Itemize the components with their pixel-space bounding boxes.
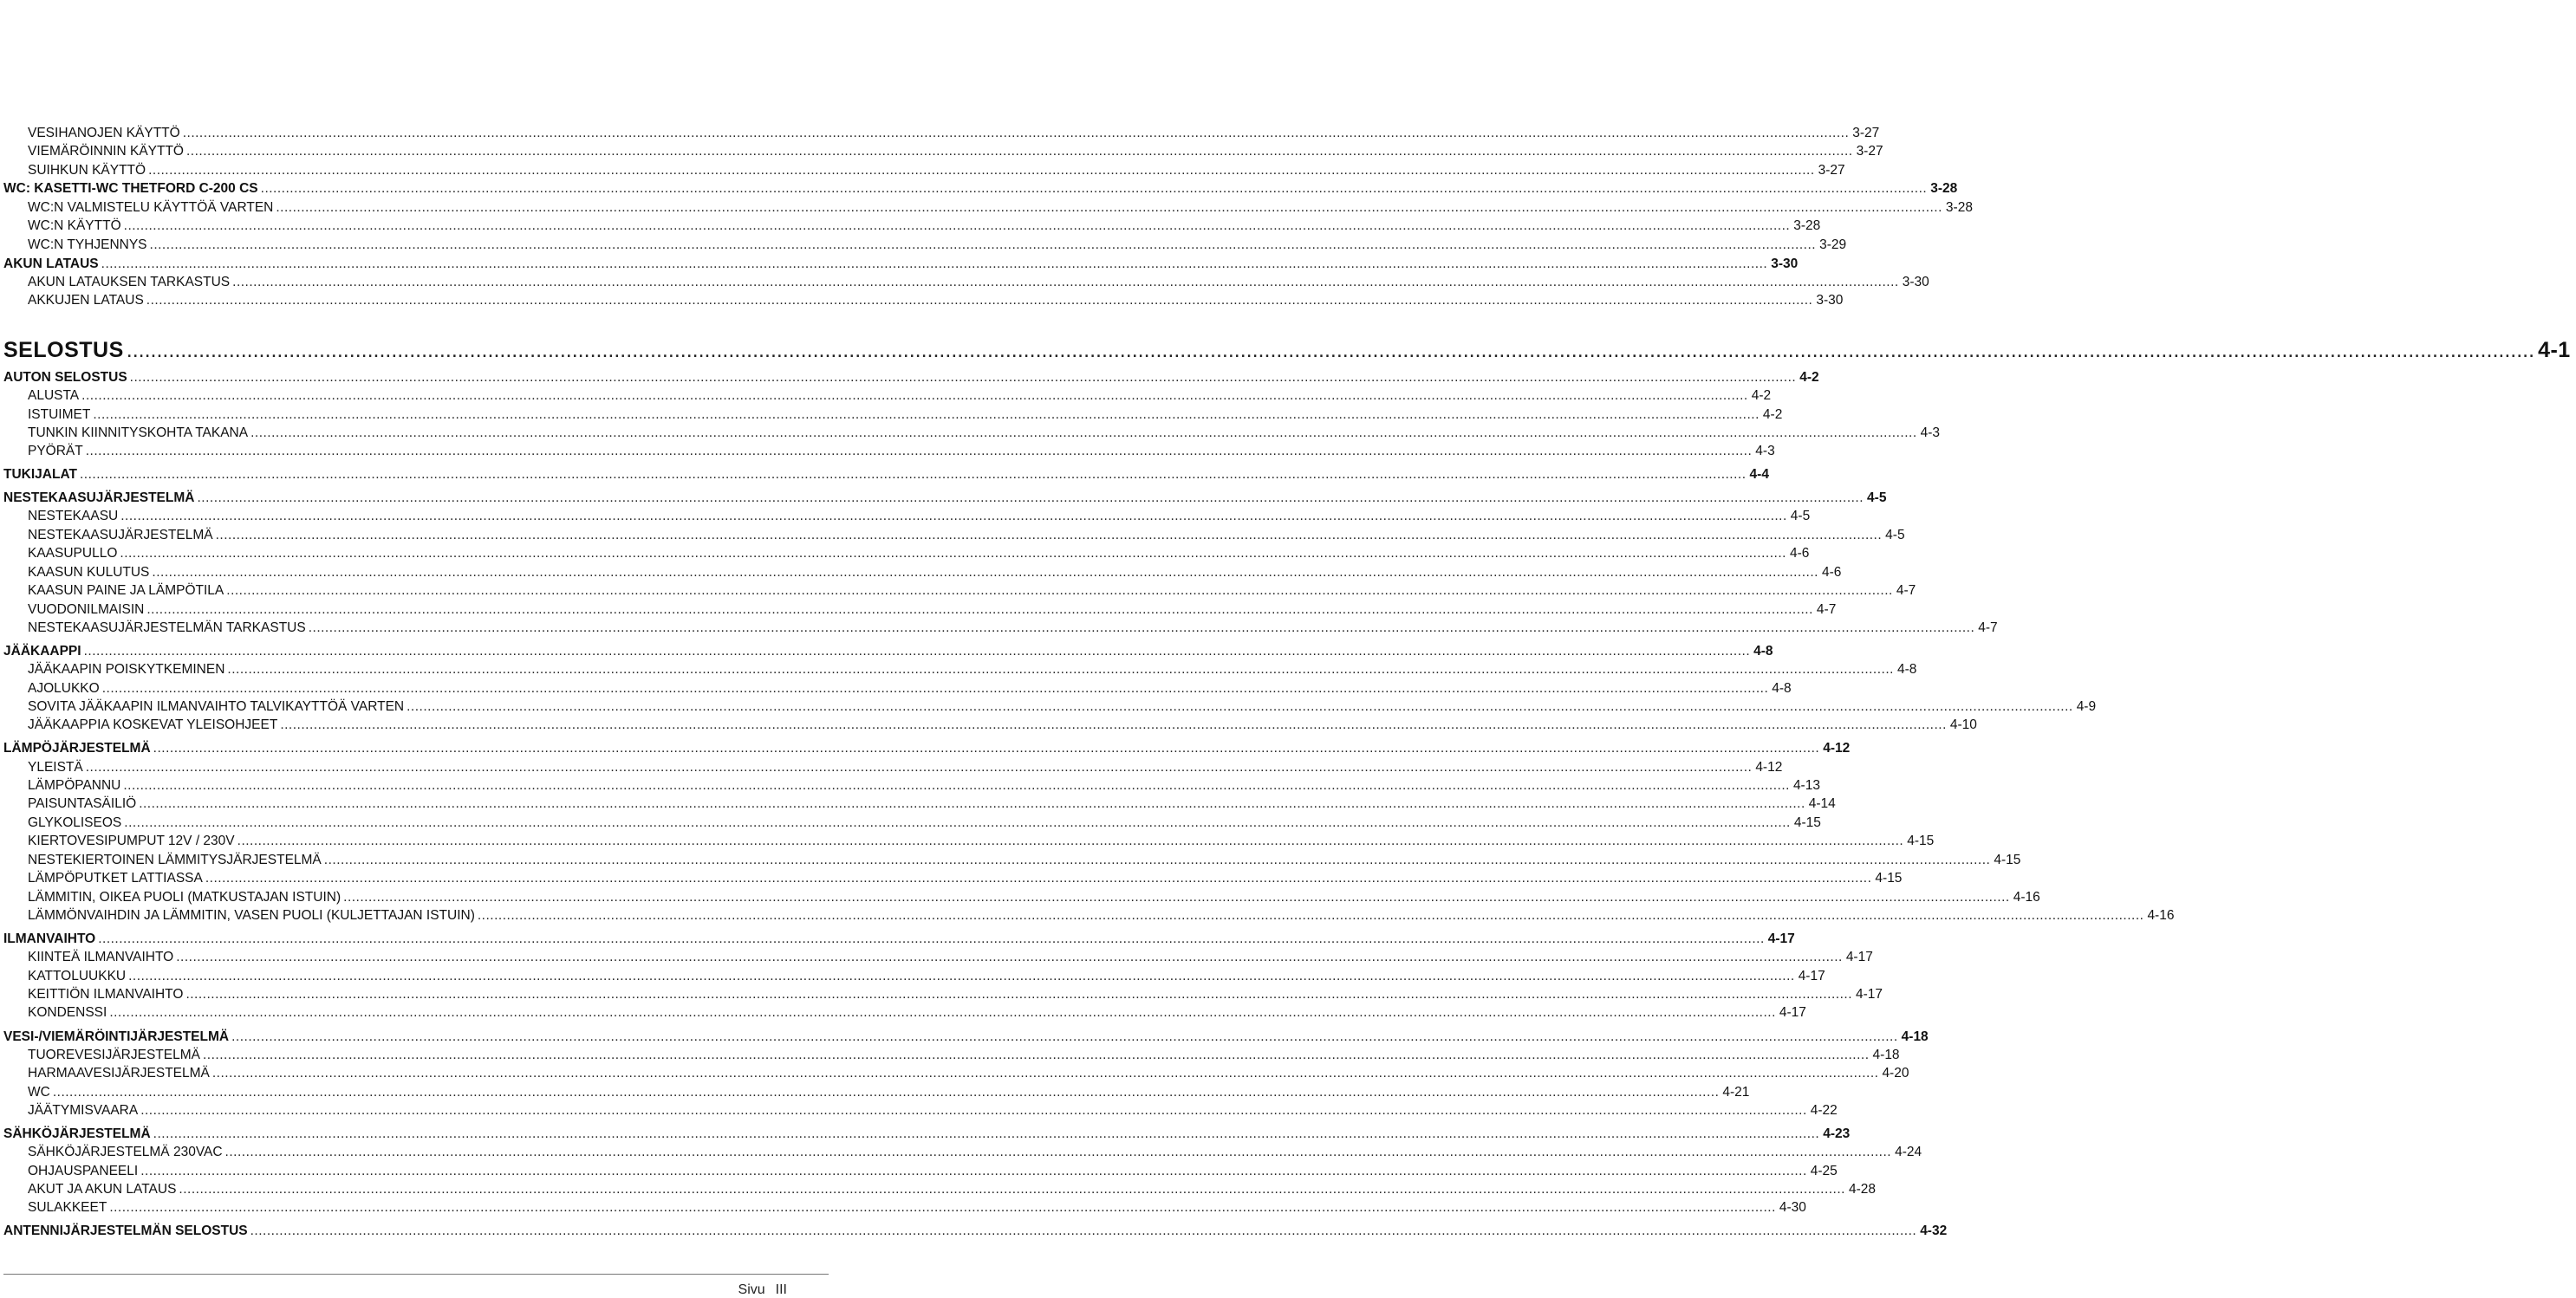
toc-entry-page: 4-3 bbox=[1920, 425, 1941, 440]
toc-entry-label: NESTEKAASU bbox=[28, 509, 119, 523]
toc-entry-page: 4-12 bbox=[1823, 741, 1851, 756]
toc-dot-leader: ................................................................................................................................................................................................................................................................................................................................................................................................................ bbox=[93, 407, 1760, 422]
toc-subsection-entry[interactable] bbox=[0, 162, 1845, 179]
toc-entry-page: 4-7 bbox=[1896, 583, 1916, 598]
toc-entry-label: AKUN LATAUS bbox=[3, 256, 99, 271]
toc-entry-page: 4-21 bbox=[1722, 1085, 1750, 1100]
toc-entry-page: 4-12 bbox=[1755, 760, 1783, 775]
toc-subsection-entry[interactable] bbox=[0, 508, 1811, 525]
toc-dot-leader: ................................................................................................................................................................................................................................................................................................................................................................................................................ bbox=[343, 890, 2010, 905]
toc-entry-label: AUTON SELOSTUS bbox=[3, 370, 127, 385]
footer-label: Sivu bbox=[738, 1282, 765, 1297]
toc-entry-label: NESTEKAASUJÄRJESTELMÄ bbox=[3, 490, 195, 505]
toc-dot-leader: ................................................................................................................................................................................................................................................................................................................................................................................................................ bbox=[139, 796, 1805, 811]
toc-dot-leader: ................................................................................................................................................................................................................................................................................................................................................................................................................ bbox=[101, 256, 1768, 271]
toc-subsection-entry[interactable] bbox=[0, 274, 1929, 291]
toc-entry-label: NESTEKAASUJÄRJESTELMÄN TARKASTUS bbox=[28, 620, 306, 635]
toc-dot-leader: ................................................................................................................................................................................................................................................................................................................................................................................................................ bbox=[323, 853, 1991, 867]
toc-entry-label: KAASUN PAINE JA LÄMPÖTILA bbox=[28, 583, 224, 598]
toc-entry-label: PAISUNTASÄILIÖ bbox=[28, 796, 137, 811]
toc-subsection-entry[interactable] bbox=[0, 387, 1772, 405]
toc-dot-leader: ................................................................................................................................................................................................................................................................................................................................................................................................................ bbox=[197, 490, 1864, 505]
toc-dot-leader: ................................................................................................................................................................................................................................................................................................................................................................................................................ bbox=[227, 662, 1894, 677]
toc-section-entry[interactable] bbox=[0, 643, 1773, 660]
toc-section-entry[interactable] bbox=[0, 1126, 1851, 1143]
toc-entry-label: WC:N VALMISTELU KÄYTTÖÄ VARTEN bbox=[28, 200, 274, 215]
toc-entry-label: SULAKKEET bbox=[28, 1200, 107, 1215]
toc-subsection-entry[interactable] bbox=[0, 1144, 1922, 1161]
toc-dot-leader: ................................................................................................................................................................................................................................................................................................................................................................................................................ bbox=[176, 950, 1843, 964]
toc-subsection-entry[interactable] bbox=[0, 425, 1941, 442]
toc-subsection-entry[interactable] bbox=[0, 698, 2097, 716]
toc-dot-leader: ................................................................................................................................................................................................................................................................................................................................................................................................................ bbox=[407, 699, 2073, 714]
toc-dot-leader: ................................................................................................................................................................................................................................................................................................................................................................................................................ bbox=[153, 741, 1820, 756]
toc-entry-page: 4-16 bbox=[2147, 908, 2175, 923]
toc-dot-leader: ................................................................................................................................................................................................................................................................................................................................................................................................................ bbox=[231, 1029, 1898, 1044]
toc-subsection-entry[interactable] bbox=[0, 968, 1825, 985]
toc-entry-page: 4-1 bbox=[2538, 338, 2571, 362]
toc-subsection-entry[interactable] bbox=[0, 564, 1842, 581]
toc-dot-leader: ................................................................................................................................................................................................................................................................................................................................................................................................................ bbox=[83, 644, 1751, 659]
toc-subsection-entry[interactable] bbox=[0, 1084, 1750, 1101]
toc-entry-label: GLYKOLISEOS bbox=[28, 815, 122, 830]
toc-entry-label: AKKUJEN LATAUS bbox=[28, 293, 144, 308]
toc-entry-label: KONDENSSI bbox=[28, 1005, 107, 1020]
toc-entry-label: NESTEKAASUJÄRJESTELMÄ bbox=[28, 528, 213, 542]
toc-entry-page: 4-9 bbox=[2076, 699, 2097, 714]
toc-entry-label: LÄMPÖPUTKET LATTIASSA bbox=[28, 871, 203, 886]
toc-entry-label: AKUT JA AKUN LATAUS bbox=[28, 1182, 177, 1197]
footer-divider bbox=[3, 1274, 829, 1275]
toc-subsection-entry[interactable] bbox=[0, 620, 1998, 637]
toc-subsection-entry[interactable] bbox=[0, 717, 1977, 734]
toc-entry-label: WC: KASETTI-WC THETFORD C-200 CS bbox=[3, 181, 258, 196]
toc-subsection-entry[interactable] bbox=[0, 545, 1810, 562]
toc-dot-leader: ................................................................................................................................................................................................................................................................................................................................................................................................................ bbox=[120, 546, 1786, 561]
toc-entry-page: 4-3 bbox=[1755, 444, 1775, 458]
toc-entry-page: 3-29 bbox=[1819, 237, 1847, 252]
toc-entry-label: LÄMPÖJÄRJESTELMÄ bbox=[3, 741, 151, 756]
toc-entry-page: 4-13 bbox=[1792, 778, 1820, 793]
footer-page-number: III bbox=[775, 1282, 787, 1297]
toc-dot-leader: ................................................................................................................................................................................................................................................................................................................................................................................................................ bbox=[79, 467, 1747, 482]
toc-subsection-entry[interactable] bbox=[0, 759, 1783, 776]
toc-subsection-entry[interactable] bbox=[0, 1163, 1838, 1180]
toc-chapter-entry[interactable] bbox=[0, 336, 2571, 364]
toc-entry-label: SÄHKÖJÄRJESTELMÄ 230VAC bbox=[28, 1145, 223, 1159]
toc-entry-page: 4-5 bbox=[1867, 490, 1887, 505]
toc-entry-label: TUKIJALAT bbox=[3, 467, 77, 482]
toc-entry-page: 3-30 bbox=[1902, 275, 1929, 289]
toc-entry-label: JÄÄTYMISVAARA bbox=[28, 1103, 139, 1118]
toc-entry-label: HARMAAVESIJÄRJESTELMÄ bbox=[28, 1066, 210, 1081]
toc-entry-page: 4-30 bbox=[1779, 1200, 1806, 1215]
toc-entry-label: LÄMPÖPANNU bbox=[28, 778, 121, 793]
toc-subsection-entry[interactable] bbox=[0, 833, 1935, 850]
toc-dot-leader: ................................................................................................................................................................................................................................................................................................................................................................................................................ bbox=[85, 760, 1753, 775]
toc-entry-label: OHJAUSPANEELI bbox=[28, 1164, 139, 1178]
toc-subsection-entry[interactable] bbox=[0, 406, 1783, 424]
toc-entry-label: WC bbox=[28, 1085, 50, 1100]
toc-dot-leader: ................................................................................................................................................................................................................................................................................................................................................................................................................ bbox=[109, 1005, 1776, 1020]
toc-entry-page: 4-16 bbox=[2013, 890, 2040, 905]
toc-entry-page: 4-17 bbox=[1779, 1005, 1806, 1020]
toc-entry-page: 3-28 bbox=[1930, 181, 1958, 196]
toc-section-entry[interactable] bbox=[0, 931, 1795, 948]
toc-entry-label: LÄMMITIN, OIKEA PUOLI (MATKUSTAJAN ISTUIN) bbox=[28, 890, 342, 905]
toc-entry-label: KIINTEÄ ILMANVAIHTO bbox=[28, 950, 174, 964]
toc-entry-page: 3-30 bbox=[1771, 256, 1799, 271]
toc-dot-leader: ................................................................................................................................................................................................................................................................................................................................................................................................................ bbox=[146, 602, 1813, 617]
toc-entry-label: AKUN LATAUKSEN TARKASTUS bbox=[28, 275, 231, 289]
toc-dot-leader: ................................................................................................................................................................................................................................................................................................................................................................................................................ bbox=[120, 509, 1787, 523]
toc-subsection-entry[interactable] bbox=[0, 777, 1820, 795]
toc-subsection-entry[interactable] bbox=[0, 1065, 1909, 1082]
toc-section-entry[interactable] bbox=[0, 1029, 1929, 1046]
toc-entry-label: VUODONILMAISIN bbox=[28, 602, 145, 617]
page-footer bbox=[728, 1282, 787, 1298]
toc-entry-label: ISTUIMET bbox=[28, 407, 91, 422]
toc-dot-leader: ................................................................................................................................................................................................................................................................................................................................................................................................................ bbox=[126, 338, 2535, 362]
toc-dot-leader: ................................................................................................................................................................................................................................................................................................................................................................................................................ bbox=[308, 620, 1975, 635]
toc-entry-page: 3-28 bbox=[1945, 200, 1973, 215]
toc-dot-leader: ................................................................................................................................................................................................................................................................................................................................................................................................................ bbox=[280, 717, 1947, 732]
toc-entry-page: 4-15 bbox=[1907, 834, 1935, 848]
toc-subsection-entry[interactable] bbox=[0, 199, 1973, 217]
toc-entry-page: 3-27 bbox=[1818, 163, 1845, 178]
toc-subsection-entry[interactable] bbox=[0, 125, 1880, 142]
toc-entry-page: 4-2 bbox=[1799, 370, 1819, 385]
toc-section-entry[interactable] bbox=[0, 490, 1887, 507]
toc-entry-label: VIEMÄRÖINNIN KÄYTTÖ bbox=[28, 144, 184, 159]
toc-dot-leader: ................................................................................................................................................................................................................................................................................................................................................................................................................ bbox=[85, 444, 1753, 458]
toc-entry-page: 4-7 bbox=[1978, 620, 1998, 635]
toc-entry-page: 4-23 bbox=[1823, 1126, 1851, 1141]
toc-entry-label: SOVITA JÄÄKAAPIN ILMANVAIHTO TALVIKAYTTÖÄ VARTEN bbox=[28, 699, 405, 714]
toc-dot-leader: ................................................................................................................................................................................................................................................................................................................................................................................................................ bbox=[250, 425, 1917, 440]
toc-subsection-entry[interactable] bbox=[0, 1102, 1838, 1120]
toc-subsection-entry[interactable] bbox=[0, 1047, 1900, 1064]
toc-dot-leader: ................................................................................................................................................................................................................................................................................................................................................................................................................ bbox=[146, 293, 1813, 308]
toc-entry-label: KIERTOVESIPUMPUT 12V / 230V bbox=[28, 834, 235, 848]
toc-entry-page: 4-10 bbox=[1949, 717, 1977, 732]
toc-entry-page: 4-28 bbox=[1848, 1182, 1877, 1197]
toc-dot-leader: ................................................................................................................................................................................................................................................................................................................................................................................................................ bbox=[101, 681, 1769, 696]
toc-dot-leader: ................................................................................................................................................................................................................................................................................................................................................................................................................ bbox=[232, 275, 1899, 289]
toc-subsection-entry[interactable] bbox=[0, 601, 1837, 619]
toc-subsection-entry[interactable] bbox=[0, 582, 1916, 600]
toc-subsection-entry[interactable] bbox=[0, 814, 1821, 832]
toc-dot-leader: ................................................................................................................................................................................................................................................................................................................................................................................................................ bbox=[128, 969, 1795, 983]
toc-entry-label: KAASUPULLO bbox=[28, 546, 118, 561]
toc-entry-page: 4-5 bbox=[1790, 509, 1811, 523]
toc-dot-leader: ................................................................................................................................................................................................................................................................................................................................................................................................................ bbox=[186, 144, 1853, 159]
toc-entry-label: TUNKIN KIINNITYSKOHTA TAKANA bbox=[28, 425, 249, 440]
toc-dot-leader: ................................................................................................................................................................................................................................................................................................................................................................................................................ bbox=[185, 987, 1852, 1002]
toc-dot-leader: ................................................................................................................................................................................................................................................................................................................................................................................................................ bbox=[123, 218, 1791, 233]
toc-subsection-entry[interactable] bbox=[0, 870, 1903, 887]
toc-entry-label: TUOREVESIJÄRJESTELMÄ bbox=[28, 1048, 200, 1062]
toc-entry-page: 3-27 bbox=[1852, 126, 1880, 140]
toc-dot-leader: ................................................................................................................................................................................................................................................................................................................................................................................................................ bbox=[477, 908, 2144, 923]
toc-entry-label: SUIHKUN KÄYTTÖ bbox=[28, 163, 146, 178]
toc-entry-page: 4-24 bbox=[1895, 1145, 1922, 1159]
toc-entry-page: 4-18 bbox=[1872, 1048, 1900, 1062]
toc-dot-leader: ................................................................................................................................................................................................................................................................................................................................................................................................................ bbox=[149, 237, 1817, 252]
toc-dot-leader: ................................................................................................................................................................................................................................................................................................................................................................................................................ bbox=[98, 931, 1765, 946]
toc-entry-page: 4-17 bbox=[1767, 931, 1795, 946]
toc-dot-leader: ................................................................................................................................................................................................................................................................................................................................................................................................................ bbox=[202, 1048, 1870, 1062]
toc-entry-label: KEITTIÖN ILMANVAIHTO bbox=[28, 987, 184, 1002]
toc-entry-page: 3-27 bbox=[1856, 144, 1883, 159]
toc-entry-page: 4-2 bbox=[1762, 407, 1783, 422]
toc-entry-page: 4-17 bbox=[1798, 969, 1825, 983]
toc-subsection-entry[interactable] bbox=[0, 237, 1847, 254]
toc-entry-label: WC:N KÄYTTÖ bbox=[28, 218, 121, 233]
toc-dot-leader: ................................................................................................................................................................................................................................................................................................................................................................................................................ bbox=[237, 834, 1904, 848]
toc-dot-leader: ................................................................................................................................................................................................................................................................................................................................................................................................................ bbox=[140, 1164, 1807, 1178]
toc-subsection-entry[interactable] bbox=[0, 1199, 1806, 1217]
toc-entry-page: 4-32 bbox=[1920, 1223, 1948, 1238]
toc-entry-label: ANTENNIJÄRJESTELMÄN SELOSTUS bbox=[3, 1223, 248, 1238]
toc-entry-page: 4-15 bbox=[1994, 853, 2021, 867]
toc-subsection-entry[interactable] bbox=[0, 680, 1792, 698]
toc-dot-leader: ................................................................................................................................................................................................................................................................................................................................................................................................................ bbox=[153, 1126, 1820, 1141]
toc-dot-leader: ................................................................................................................................................................................................................................................................................................................................................................................................................ bbox=[182, 126, 1850, 140]
toc-entry-label: VESI-/VIEMÄRÖINTIJÄRJESTELMÄ bbox=[3, 1029, 230, 1044]
toc-entry-page: 4-17 bbox=[1856, 987, 1883, 1002]
toc-dot-leader: ................................................................................................................................................................................................................................................................................................................................................................................................................ bbox=[109, 1200, 1776, 1215]
toc-entry-label: SELOSTUS bbox=[3, 338, 124, 362]
toc-subsection-entry[interactable] bbox=[0, 949, 1873, 966]
toc-section-entry[interactable] bbox=[0, 1223, 1948, 1240]
toc-section-entry[interactable] bbox=[0, 180, 1958, 198]
toc-entry-page: 4-8 bbox=[1772, 681, 1792, 696]
toc-entry-page: 4-22 bbox=[1810, 1103, 1838, 1118]
toc-entry-page: 4-4 bbox=[1749, 467, 1769, 482]
toc-entry-label: SÄHKÖJÄRJESTELMÄ bbox=[3, 1126, 151, 1141]
toc-dot-leader: ................................................................................................................................................................................................................................................................................................................................................................................................................ bbox=[205, 871, 1872, 886]
toc-section-entry[interactable] bbox=[0, 369, 1819, 386]
toc-entry-page: 4-5 bbox=[1885, 528, 1905, 542]
toc-dot-leader: ................................................................................................................................................................................................................................................................................................................................................................................................................ bbox=[140, 1103, 1807, 1118]
toc-entry-label: ILMANVAIHTO bbox=[3, 931, 96, 946]
toc-dot-leader: ................................................................................................................................................................................................................................................................................................................................................................................................................ bbox=[124, 815, 1791, 830]
toc-dot-leader: ................................................................................................................................................................................................................................................................................................................................................................................................................ bbox=[52, 1085, 1720, 1100]
toc-dot-leader: ................................................................................................................................................................................................................................................................................................................................................................................................................ bbox=[123, 778, 1790, 793]
toc-dot-leader: ................................................................................................................................................................................................................................................................................................................................................................................................................ bbox=[224, 1145, 1892, 1159]
toc-subsection-entry[interactable] bbox=[0, 1004, 1806, 1022]
toc-subsection-entry[interactable] bbox=[0, 217, 1821, 235]
toc-entry-page: 4-2 bbox=[1751, 388, 1772, 403]
toc-entry-page: 4-14 bbox=[1808, 796, 1836, 811]
toc-dot-leader: ................................................................................................................................................................................................................................................................................................................................................................................................................ bbox=[226, 583, 1893, 598]
toc-subsection-entry[interactable] bbox=[0, 292, 1844, 309]
toc-subsection-entry[interactable] bbox=[0, 986, 1883, 1003]
toc-dot-leader: ................................................................................................................................................................................................................................................................................................................................................................................................................ bbox=[211, 1066, 1879, 1081]
toc-entry-page: 3-30 bbox=[1816, 293, 1844, 308]
toc-entry-label: JÄÄKAAPPIA KOSKEVAT YLEISOHJEET bbox=[28, 717, 278, 732]
toc-entry-label: JÄÄKAAPIN POISKYTKEMINEN bbox=[28, 662, 225, 677]
toc-subsection-entry[interactable] bbox=[0, 852, 2021, 869]
toc-entry-label: KAASUN KULUTUS bbox=[28, 565, 150, 580]
toc-entry-page: 4-25 bbox=[1810, 1164, 1838, 1178]
toc-dot-leader: ................................................................................................................................................................................................................................................................................................................................................................................................................ bbox=[276, 200, 1942, 215]
toc-subsection-entry[interactable] bbox=[0, 1181, 1877, 1198]
toc-dot-leader: ................................................................................................................................................................................................................................................................................................................................................................................................................ bbox=[260, 181, 1928, 196]
toc-entry-page: 4-18 bbox=[1901, 1029, 1929, 1044]
toc-dot-leader: ................................................................................................................................................................................................................................................................................................................................................................................................................ bbox=[215, 528, 1883, 542]
toc-entry-label: YLEISTÄ bbox=[28, 760, 83, 775]
toc-section-entry[interactable] bbox=[0, 740, 1851, 757]
toc-section-entry[interactable] bbox=[0, 466, 1769, 484]
toc-subsection-entry[interactable] bbox=[0, 443, 1775, 460]
toc-subsection-entry[interactable] bbox=[0, 143, 1883, 160]
toc-entry-page: 4-8 bbox=[1896, 662, 1917, 677]
toc-subsection-entry[interactable] bbox=[0, 795, 1836, 813]
toc-entry-label: PYÖRÄT bbox=[28, 444, 83, 458]
toc-entry-label: AJOLUKKO bbox=[28, 681, 100, 696]
toc-dot-leader: ................................................................................................................................................................................................................................................................................................................................................................................................................ bbox=[250, 1223, 1917, 1238]
toc-dot-leader: ................................................................................................................................................................................................................................................................................................................................................................................................................ bbox=[179, 1182, 1845, 1197]
toc-entry-label: WC:N TYHJENNYS bbox=[28, 237, 147, 252]
toc-entry-label: LÄMMÖNVAIHDIN JA LÄMMITIN, VASEN PUOLI (KULJETTAJAN ISTUIN) bbox=[28, 908, 475, 923]
toc-entry-page: 4-8 bbox=[1753, 644, 1773, 659]
toc-entry-page: 4-20 bbox=[1882, 1066, 1909, 1081]
toc-subsection-entry[interactable] bbox=[0, 527, 1905, 544]
toc-entry-label: ALUSTA bbox=[28, 388, 80, 403]
toc-entry-page: 4-6 bbox=[1821, 565, 1842, 580]
toc-entry-page: 4-6 bbox=[1789, 546, 1810, 561]
toc-entry-label: NESTEKIERTOINEN LÄMMITYSJÄRJESTELMÄ bbox=[28, 853, 322, 867]
toc-entry-label: KATTOLUUKKU bbox=[28, 969, 127, 983]
toc-entry-page: 4-15 bbox=[1793, 815, 1821, 830]
toc-subsection-entry[interactable] bbox=[0, 889, 2040, 906]
toc-entry-page: 3-28 bbox=[1793, 218, 1821, 233]
toc-dot-leader: ................................................................................................................................................................................................................................................................................................................................................................................................................ bbox=[81, 388, 1748, 403]
toc-entry-label: VESIHANOJEN KÄYTTÖ bbox=[28, 126, 180, 140]
toc-entry-page: 4-15 bbox=[1875, 871, 1903, 886]
toc-subsection-entry[interactable] bbox=[0, 907, 2175, 925]
toc-entry-page: 4-17 bbox=[1845, 950, 1873, 964]
toc-entry-label: JÄÄKAAPPI bbox=[3, 644, 81, 659]
toc-dot-leader: ................................................................................................................................................................................................................................................................................................................................................................................................................ bbox=[129, 370, 1797, 385]
toc-dot-leader: ................................................................................................................................................................................................................................................................................................................................................................................................................ bbox=[148, 163, 1815, 178]
toc-entry-page: 4-7 bbox=[1816, 602, 1837, 617]
toc-section-entry[interactable] bbox=[0, 256, 1799, 273]
toc-subsection-entry[interactable] bbox=[0, 661, 1917, 678]
toc-dot-leader: ................................................................................................................................................................................................................................................................................................................................................................................................................ bbox=[152, 565, 1818, 580]
